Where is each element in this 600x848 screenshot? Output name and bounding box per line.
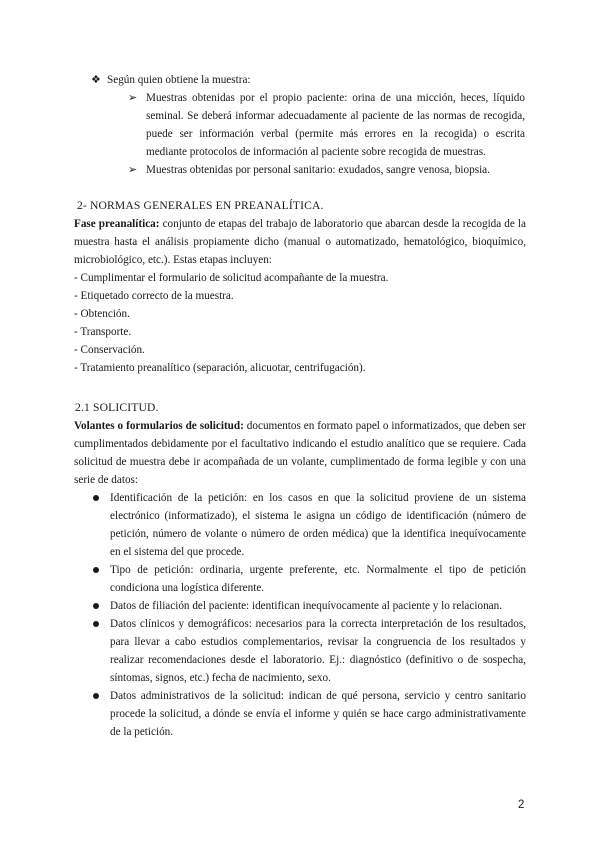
list-item: [93, 597, 526, 615]
list-item-text: Datos administrativos de la solicitud: indican de qué persona, servicio y centro sanitario procede la solicitud, a dónde se envía el informe y quién se hace cargo administrativamente de la petición.: [110, 690, 526, 738]
sampling-heading: Según quien obtiene la muestra:: [107, 74, 251, 86]
list-item: [128, 89, 525, 161]
list-item-text: Tipo de petición: ordinaria, urgente preferente, etc. Normalmente el tipo de petición condiciona una logística diferente.: [110, 564, 526, 594]
list-item-text: Muestras obtenidas por el propio paciente: orina de una micción, heces, líquido seminal. Se deberá informar adecuadamente al paciente de las normas de recogida, puede ser información verbal (permite más errores en la recogida) o escrita mediante protocolos de información al paciente sobre recogida de muestras.: [146, 92, 525, 158]
bullet-dot-icon: [93, 567, 99, 573]
arrow-bullet-icon: ➢: [128, 164, 138, 176]
preanalytic-definition: [74, 215, 526, 269]
list-item: - Conservación.: [74, 344, 145, 356]
section-heading-solicitud: 2.1 SOLICITUD.: [75, 401, 159, 414]
list-item: [93, 615, 526, 687]
sampling-heading-item: [91, 71, 531, 89]
list-item-text: Datos de filiación del paciente: identifican inequívocamente al paciente y lo relacionan.: [110, 600, 503, 612]
sampling-list: [128, 89, 525, 179]
list-item: [93, 687, 526, 741]
page-number: 2: [518, 799, 525, 811]
arrow-bullet-icon: ➢: [128, 92, 138, 104]
list-item: [128, 161, 525, 179]
list-item: - Cumplimentar el formulario de solicitud acompañante de la muestra.: [74, 272, 389, 284]
list-item: [93, 561, 526, 597]
list-item: - Etiquetado correcto de la muestra.: [74, 290, 234, 302]
definition-text: documentos en formato papel o informatizados, que deben ser cumplimentados debidamente por el facultativo indicando el estudio analítico que se requiere. Cada solicitud de muestra debe ir acompañada de un volante, cumplimentado de forma legible y con una serie de datos:: [74, 420, 527, 486]
list-item: - Tratamiento preanalítico (separación, alicuotar, centrifugación).: [74, 362, 366, 374]
list-item-text: Identificación de la petición: en los casos en que la solicitud proviene de un sistema electrónico (informatizado), el sistema le asigna un código de identificación (número de petición, número de volante o número de orden médica) que la identifica inequívocamente en el sistema del que procede.: [110, 492, 526, 558]
bullet-dot-icon: [93, 603, 99, 609]
bullet-dot-icon: [93, 495, 99, 501]
list-item-text: Datos clínicos y demográficos: necesarios para la correcta interpretación de los resultados, para llevar a cabo estudios complementarios, revisar la congruencia de los resultados y realizar recomendaciones desde el laboratorio. Ej.: diagnóstico (definitivo o de sospecha, síntomas, signos, etc.) fecha de nacimiento, sexo.: [110, 618, 526, 684]
section-heading-normas: 2- NORMAS GENERALES EN PREANALÍTICA.: [77, 199, 324, 212]
bullet-dot-icon: [93, 693, 99, 699]
preanalytic-steps: [74, 269, 526, 377]
term-label: Volantes o formularios de solicitud:: [74, 420, 244, 432]
list-item: [93, 489, 526, 561]
diamond-bullet-icon: ❖: [91, 74, 102, 86]
list-item: - Obtención.: [74, 308, 130, 320]
bullet-dot-icon: [93, 621, 99, 627]
term-label: Fase preanalítica:: [74, 218, 160, 230]
request-data-list: [93, 489, 526, 741]
definition-text: conjunto de etapas del trabajo de laboratorio que abarcan desde la recogida de la muestra hasta el análisis propiamente dicho (manual o automatizado, hematológico, bioquímico, microbiológico, etc.). Estas etapas incluyen:: [74, 218, 526, 266]
list-item-text: Muestras obtenidas por personal sanitario: exudados, sangre venosa, biopsia.: [146, 164, 490, 176]
list-item: - Transporte.: [74, 326, 132, 338]
request-forms-definition: [74, 417, 526, 489]
